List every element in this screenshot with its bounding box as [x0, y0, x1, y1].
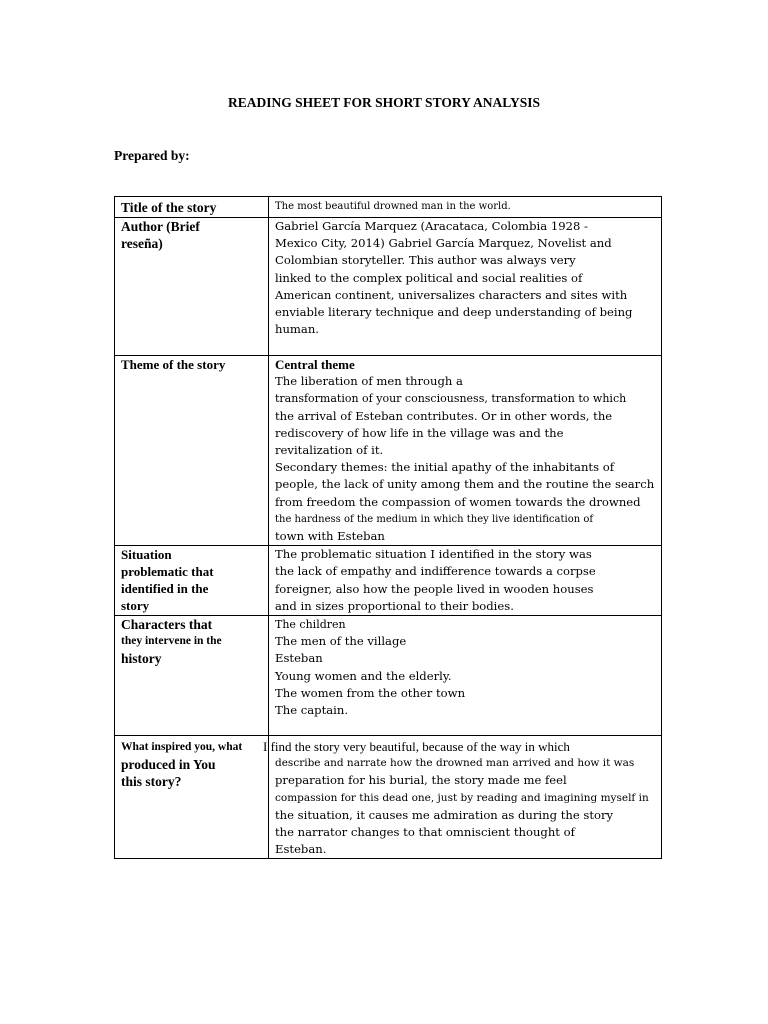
author-line: human. [275, 322, 319, 337]
theme-line: rediscovery of how life in the village was and the [275, 425, 564, 440]
label-line: they intervene in the [121, 635, 222, 648]
situation-line: the lack of empathy and indifference towards a corpse [275, 564, 596, 579]
label-text: Title of the story [121, 200, 217, 215]
label-text: Theme of the story [121, 357, 226, 372]
theme-line: the hardness of the medium in which they live identification of [275, 513, 594, 525]
character-item: The men of the village [275, 634, 407, 649]
story-title-text: The most beautiful drowned man in the world. [275, 201, 511, 212]
situation-line: and in sizes proportional to their bodies. [275, 598, 514, 613]
character-item: Young women and the elderly. [275, 668, 452, 683]
table-row-inspired [115, 736, 662, 859]
theme-line: revitalization of it. [275, 443, 384, 458]
theme-line: people, the lack of unity among them and the routine the search [275, 477, 655, 492]
label-line: history [121, 651, 162, 667]
table-row-characters [115, 616, 662, 736]
theme-line: the arrival of Esteban contributes. Or in other words, the [275, 408, 613, 423]
theme-line: Secondary themes: the initial apathy of the inhabitants of [275, 460, 614, 475]
label-line: story [121, 598, 150, 614]
character-item: The children [275, 618, 346, 632]
label-line: Characters that [121, 617, 213, 633]
author-line: linked to the complex political and social realities of [275, 270, 583, 285]
author-line: Gabriel García Marquez (Aracataca, Colombia 1928 - [275, 219, 588, 233]
table-row-situation [115, 546, 662, 616]
central-theme-heading: Central theme [275, 357, 355, 372]
label-author [115, 218, 269, 356]
situation-line: foreigner, also how the people lived in wooden houses [275, 581, 594, 596]
label-line: problematic that [121, 564, 214, 580]
author-line: American continent, universalizes characters and sites with [275, 287, 628, 302]
character-item: The captain. [275, 703, 349, 718]
label-line: What inspired you, what [121, 741, 243, 754]
label-line: Situation [121, 547, 172, 563]
inspired-line: the narrator changes to that omniscient thought of [275, 825, 575, 840]
character-item: The women from the other town [275, 685, 466, 700]
theme-line: from freedom the compassion of women towards the drowned [275, 494, 641, 509]
inspired-line: Esteban. [275, 842, 327, 857]
value-theme [269, 356, 662, 546]
character-item: Esteban [275, 651, 323, 666]
theme-line: transformation of your consciousness, transformation to which [275, 392, 627, 406]
situation-line: The problematic situation I identified in the story was [275, 547, 592, 562]
label-line: this story? [121, 774, 182, 790]
author-line: Mexico City, 2014) Gabriel García Marquez, Novelist and [275, 236, 612, 251]
table-row-author [115, 218, 662, 356]
table-row-title [115, 197, 662, 218]
author-line: enviable literary technique and deep understanding of being [275, 305, 633, 320]
label-characters [115, 616, 269, 736]
theme-line: town with Esteban [275, 529, 385, 544]
inspired-line: compassion for this dead one, just by reading and imagining myself in [275, 791, 649, 804]
inspired-line: I find the story very beautiful, because of the way in which [263, 739, 570, 755]
inspired-line: preparation for his burial, the story made me feel [275, 773, 567, 788]
value-author [269, 218, 662, 356]
label-inspired [115, 736, 269, 859]
value-title-of-story [269, 197, 662, 218]
label-line: Author (Brief [121, 219, 200, 234]
value-situation [269, 546, 662, 616]
label-theme [115, 356, 269, 546]
prepared-by-label: Prepared by: [114, 148, 190, 163]
label-situation [115, 546, 269, 616]
table-row-theme [115, 356, 662, 546]
label-line: reseña) [121, 236, 163, 251]
theme-line: The liberation of men through a [275, 374, 463, 389]
analysis-table [114, 196, 662, 859]
value-inspired [263, 736, 662, 859]
author-line: Colombian storyteller. This author was always very [275, 253, 576, 268]
inspired-line: the situation, it causes me admiration as during the story [275, 807, 614, 822]
label-line: identified in the [121, 581, 209, 597]
inspired-line: describe and narrate how the drowned man arrived and how it was [275, 757, 635, 770]
label-line: produced in You [121, 757, 216, 773]
label-title-of-story [115, 197, 269, 218]
value-characters [269, 616, 662, 736]
document-title: READING SHEET FOR SHORT STORY ANALYSIS [227, 95, 541, 110]
